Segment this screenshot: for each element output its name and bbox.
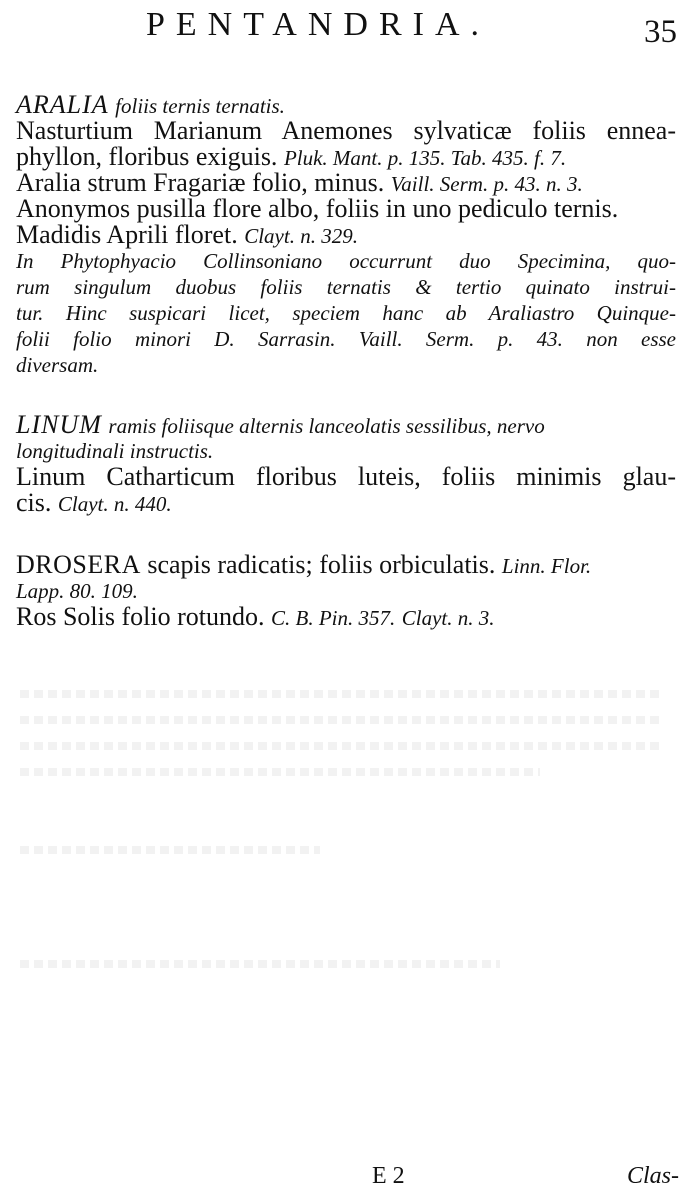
running-head xyxy=(0,6,691,56)
aralia-synonym-line-2 xyxy=(16,144,676,170)
aralia-synonym-line-4: Anonymos pusilla flore albo, foliis in uno pediculo ternis. xyxy=(16,194,619,223)
linum-ref-clayt: Clayt. n. 440. xyxy=(57,492,172,516)
drosera-flora-ref-a: Linn. Flor. xyxy=(501,554,592,578)
drosera-synonym: Ros Solis folio rotundo. xyxy=(16,602,265,631)
aralia-genus: ARALIA xyxy=(16,90,109,119)
aralia-heading xyxy=(16,92,676,118)
aralia-synonym-line-5 xyxy=(16,222,676,248)
drosera-diagnosis: scapis radicatis; foliis orbiculatis. xyxy=(147,550,496,579)
entry-aralia xyxy=(16,92,676,378)
catchword: Clas- xyxy=(626,1163,679,1189)
linum-genus: LINUM xyxy=(16,410,102,439)
linum-diagnosis-1: ramis foliisque alternis lanceolatis sessilibus, nervo xyxy=(108,414,545,438)
aralia-note-line-5: diversam. xyxy=(16,353,99,377)
running-title: PENTANDRIA. xyxy=(146,6,490,43)
aralia-synonym-text-5: Madidis Aprili floret. xyxy=(16,220,238,249)
linum-synonym-line-2 xyxy=(16,490,676,516)
aralia-ref-pluk: Pluk. Mant. p. 135. Tab. 435. f. 7. xyxy=(283,146,567,170)
aralia-diagnosis: foliis ternis ternatis. xyxy=(115,94,285,118)
aralia-note-line-1: In Phytophyacio Collinsoniano occurrunt duo Specimina, quo- xyxy=(16,249,676,273)
bleed-through-mark xyxy=(20,716,660,724)
linum-heading xyxy=(16,412,676,438)
drosera-ref-clayt: Clayt. n. 3. xyxy=(401,606,495,630)
linum-synonym-text-2: cis. xyxy=(16,488,52,517)
aralia-synonym-text-3: Aralia strum Fragariæ folio, minus. xyxy=(16,168,385,197)
drosera-heading xyxy=(16,552,676,578)
page-number: 35 xyxy=(644,14,677,50)
linum-synonym-line-1: Linum Catharticum floribus luteis, foliis minimis glau- xyxy=(16,462,676,491)
bleed-through-mark xyxy=(20,690,660,698)
drosera-flora-ref-b: Lapp. 80. 109. xyxy=(16,579,138,603)
aralia-note-line-4: folii folio minori D. Sarrasin. Vaill. Serm. p. 43. non esse xyxy=(16,327,676,351)
bleed-through-mark xyxy=(20,742,660,750)
signature-mark: E 2 xyxy=(372,1163,405,1189)
bleed-through-mark xyxy=(20,846,320,854)
linum-diagnosis-2: longitudinali instructis. xyxy=(16,439,214,463)
spacer xyxy=(16,516,676,552)
bleed-through-mark xyxy=(20,768,540,776)
aralia-synonym-line-3 xyxy=(16,170,676,196)
aralia-note-line-2: rum singulum duobus foliis ternatis & tertio quinato instrui- xyxy=(16,275,676,299)
drosera-genus: DROSERA xyxy=(16,550,141,579)
entry-drosera xyxy=(16,552,676,630)
page-body xyxy=(16,92,676,630)
bleed-through-mark xyxy=(20,960,500,968)
drosera-synonym-line xyxy=(16,604,676,630)
aralia-synonym-line-1: Nasturtium Marianum Anemones sylvaticæ foliis ennea- xyxy=(16,116,676,145)
drosera-ref-cb: C. B. Pin. 357. xyxy=(270,606,396,630)
aralia-ref-clayt: Clayt. n. 329. xyxy=(244,224,358,248)
aralia-note-line-3: tur. Hinc suspicari licet, speciem hanc ab Araliastro Quinque- xyxy=(16,301,676,325)
spacer xyxy=(16,378,676,412)
aralia-synonym-text-2: phyllon, floribus exiguis. xyxy=(16,142,278,171)
page-footer xyxy=(0,1163,691,1199)
aralia-ref-vaill: Vaill. Serm. p. 43. n. 3. xyxy=(390,172,583,196)
entry-linum xyxy=(16,412,676,516)
